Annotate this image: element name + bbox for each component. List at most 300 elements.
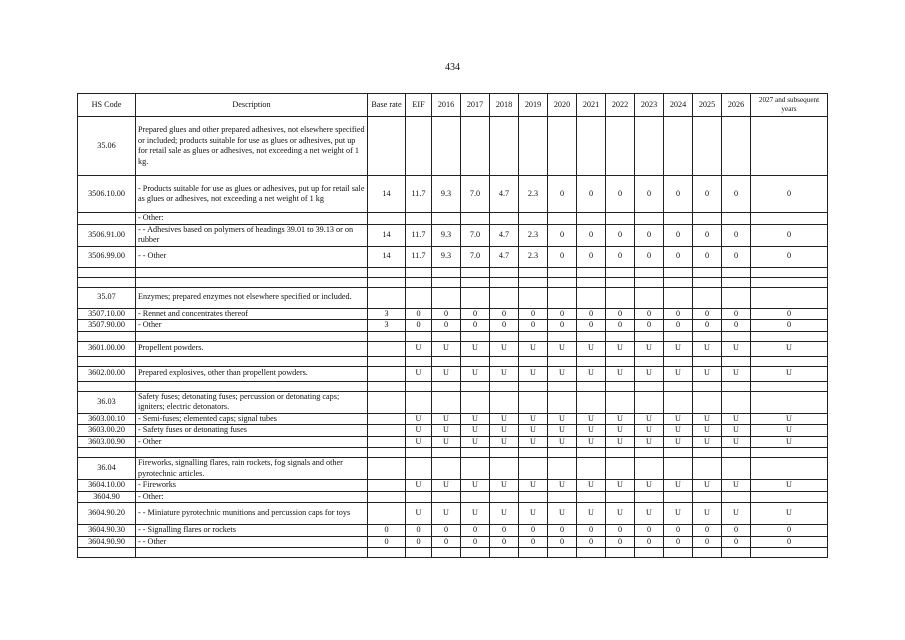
- rate-cell: 0: [606, 224, 635, 246]
- rate-cell: 0: [664, 176, 693, 213]
- rate-cell: U: [432, 503, 461, 525]
- table-row: [78, 413, 828, 425]
- rate-cell: [461, 448, 490, 458]
- rate-cell: [519, 491, 548, 503]
- column-header: 2024: [664, 94, 693, 117]
- rate-cell: [606, 391, 635, 413]
- rate-cell: [432, 213, 461, 225]
- rate-cell: 0: [635, 224, 664, 246]
- description-cell: - - Other: [136, 536, 368, 548]
- rate-cell: U: [461, 436, 490, 448]
- rate-cell: 9.3: [432, 246, 461, 267]
- table-row: [78, 320, 828, 332]
- rate-cell: 0: [693, 536, 722, 548]
- rate-cell: U: [751, 503, 828, 525]
- rate-cell: 7.0: [461, 224, 490, 246]
- rate-cell: U: [406, 480, 432, 492]
- rate-cell: [519, 548, 548, 558]
- rate-cell: [368, 391, 406, 413]
- hs-code-cell: 3604.90.30: [78, 525, 136, 537]
- rate-cell: 0: [751, 525, 828, 537]
- rate-cell: [577, 391, 606, 413]
- rate-cell: 0: [664, 525, 693, 537]
- rate-cell: 0: [606, 246, 635, 267]
- rate-cell: [548, 381, 577, 391]
- rate-cell: 0: [664, 246, 693, 267]
- rate-cell: U: [577, 480, 606, 492]
- hs-code-cell: [78, 277, 136, 287]
- rate-cell: U: [490, 436, 519, 448]
- description-cell: - Other:: [136, 213, 368, 225]
- rate-cell: [461, 356, 490, 366]
- rate-cell: U: [635, 366, 664, 381]
- rate-cell: [490, 277, 519, 287]
- hs-code-cell: 3604.90.90: [78, 536, 136, 548]
- rate-cell: [490, 448, 519, 458]
- table-row: [78, 246, 828, 267]
- rate-cell: [577, 267, 606, 277]
- rate-cell: U: [406, 413, 432, 425]
- table-row: [78, 391, 828, 413]
- rate-cell: 0: [693, 176, 722, 213]
- rate-cell: [664, 548, 693, 558]
- rate-cell: 11.7: [406, 176, 432, 213]
- description-cell: [136, 381, 368, 391]
- rate-cell: [606, 448, 635, 458]
- column-header: 2019: [519, 94, 548, 117]
- table-row: [78, 308, 828, 320]
- rate-cell: 0: [577, 224, 606, 246]
- rate-cell: 0: [693, 320, 722, 332]
- rate-cell: [722, 331, 751, 341]
- rate-cell: [461, 277, 490, 287]
- rate-cell: [693, 548, 722, 558]
- rate-cell: [548, 267, 577, 277]
- rate-cell: [606, 117, 635, 176]
- rate-cell: 2.3: [519, 176, 548, 213]
- table-header: [78, 94, 828, 117]
- rate-cell: [693, 391, 722, 413]
- rate-cell: U: [490, 366, 519, 381]
- rate-cell: [548, 213, 577, 225]
- rate-cell: [519, 277, 548, 287]
- rate-cell: U: [606, 425, 635, 437]
- rate-cell: U: [693, 425, 722, 437]
- rate-cell: [406, 117, 432, 176]
- rate-cell: [606, 548, 635, 558]
- rate-cell: U: [664, 503, 693, 525]
- rate-cell: [606, 277, 635, 287]
- hs-code-cell: [78, 548, 136, 558]
- hs-code-cell: 3604.90.20: [78, 503, 136, 525]
- rate-cell: [635, 458, 664, 480]
- rate-cell: [751, 381, 828, 391]
- rate-cell: 4.7: [490, 246, 519, 267]
- rate-cell: U: [461, 413, 490, 425]
- hs-code-cell: [78, 213, 136, 225]
- rate-cell: [664, 491, 693, 503]
- table-row: [78, 331, 828, 341]
- rate-cell: 0: [548, 320, 577, 332]
- rate-cell: 0: [548, 246, 577, 267]
- rate-cell: [432, 381, 461, 391]
- rate-cell: [577, 491, 606, 503]
- description-cell: - Rennet and concentrates thereof: [136, 308, 368, 320]
- table-row: [78, 480, 828, 492]
- rate-cell: 0: [461, 308, 490, 320]
- rate-cell: U: [722, 413, 751, 425]
- rate-cell: [490, 391, 519, 413]
- rate-cell: [577, 381, 606, 391]
- description-cell: - - Miniature pyrotechnic munitions and percussion caps for toys: [136, 503, 368, 525]
- rate-cell: U: [490, 425, 519, 437]
- rate-cell: [664, 356, 693, 366]
- rate-cell: [368, 356, 406, 366]
- rate-cell: 0: [693, 308, 722, 320]
- column-header: 2016: [432, 94, 461, 117]
- rate-cell: U: [548, 480, 577, 492]
- rate-cell: U: [693, 413, 722, 425]
- rate-cell: 0: [519, 308, 548, 320]
- rate-cell: [548, 287, 577, 308]
- rate-cell: [490, 213, 519, 225]
- column-header: EIF: [406, 94, 432, 117]
- rate-cell: U: [693, 436, 722, 448]
- column-header: 2020: [548, 94, 577, 117]
- hs-code-cell: [78, 356, 136, 366]
- rate-cell: 0: [693, 224, 722, 246]
- description-cell: Safety fuses; detonating fuses; percussion or detonating caps; igniters; electric detonators.: [136, 391, 368, 413]
- table-row: [78, 341, 828, 356]
- rate-cell: [635, 277, 664, 287]
- rate-cell: 0: [722, 536, 751, 548]
- rate-cell: [368, 425, 406, 437]
- rate-cell: [722, 277, 751, 287]
- rate-cell: [722, 548, 751, 558]
- rate-cell: 0: [519, 536, 548, 548]
- rate-cell: [664, 117, 693, 176]
- table-row: [78, 381, 828, 391]
- rate-cell: U: [406, 341, 432, 356]
- hs-code-cell: 36.03: [78, 391, 136, 413]
- rate-cell: [548, 458, 577, 480]
- rate-cell: U: [722, 341, 751, 356]
- rate-cell: [461, 213, 490, 225]
- table-row: [78, 525, 828, 537]
- rate-cell: U: [722, 366, 751, 381]
- rate-cell: [606, 287, 635, 308]
- column-header: 2021: [577, 94, 606, 117]
- rate-cell: U: [635, 425, 664, 437]
- rate-cell: U: [664, 341, 693, 356]
- rate-cell: [722, 381, 751, 391]
- rate-cell: [722, 491, 751, 503]
- rate-cell: [722, 213, 751, 225]
- hs-code-cell: 3603.00.10: [78, 413, 136, 425]
- rate-cell: 14: [368, 176, 406, 213]
- rate-cell: U: [461, 480, 490, 492]
- description-cell: - - Adhesives based on polymers of headings 39.01 to 39.13 or on rubber: [136, 224, 368, 246]
- rate-cell: [635, 287, 664, 308]
- rate-cell: [693, 213, 722, 225]
- rate-cell: [693, 267, 722, 277]
- table-row: [78, 536, 828, 548]
- rate-cell: 0: [548, 308, 577, 320]
- rate-cell: [751, 458, 828, 480]
- description-cell: [136, 448, 368, 458]
- description-cell: - Other:: [136, 491, 368, 503]
- rate-cell: [664, 381, 693, 391]
- description-cell: Fireworks, signalling flares, rain rockets, fog signals and other pyrotechnic articles.: [136, 458, 368, 480]
- rate-cell: 0: [490, 525, 519, 537]
- rate-cell: 11.7: [406, 224, 432, 246]
- rate-cell: 0: [461, 536, 490, 548]
- rate-cell: U: [519, 503, 548, 525]
- rate-cell: U: [693, 503, 722, 525]
- column-header: Description: [136, 94, 368, 117]
- rate-cell: [368, 267, 406, 277]
- rate-cell: [635, 331, 664, 341]
- rate-cell: [577, 356, 606, 366]
- rate-cell: [432, 331, 461, 341]
- rate-cell: 0: [432, 536, 461, 548]
- rate-cell: 0: [722, 224, 751, 246]
- rate-cell: 0: [490, 320, 519, 332]
- rate-cell: 11.7: [406, 246, 432, 267]
- rate-cell: [606, 381, 635, 391]
- rate-cell: [693, 491, 722, 503]
- rate-cell: U: [577, 425, 606, 437]
- rate-cell: 4.7: [490, 224, 519, 246]
- table-row: [78, 224, 828, 246]
- hs-code-cell: 3604.90: [78, 491, 136, 503]
- rate-cell: 0: [751, 536, 828, 548]
- rate-cell: [406, 277, 432, 287]
- rate-cell: [664, 267, 693, 277]
- rate-cell: 0: [635, 176, 664, 213]
- rate-cell: 0: [664, 536, 693, 548]
- rate-cell: [368, 287, 406, 308]
- rate-cell: [368, 480, 406, 492]
- description-cell: [136, 331, 368, 341]
- table-row: [78, 458, 828, 480]
- table-row: [78, 503, 828, 525]
- rate-cell: [635, 356, 664, 366]
- rate-cell: 0: [577, 246, 606, 267]
- rate-cell: U: [664, 480, 693, 492]
- table-row: [78, 436, 828, 448]
- rate-cell: [368, 491, 406, 503]
- rate-cell: [461, 267, 490, 277]
- rate-cell: [548, 448, 577, 458]
- rate-cell: 0: [635, 308, 664, 320]
- tariff-schedule-table: [77, 93, 828, 558]
- rate-cell: [490, 491, 519, 503]
- rate-cell: U: [519, 413, 548, 425]
- rate-cell: U: [461, 425, 490, 437]
- rate-cell: 0: [519, 320, 548, 332]
- rate-cell: 7.0: [461, 246, 490, 267]
- hs-code-cell: [78, 448, 136, 458]
- column-header: 2025: [693, 94, 722, 117]
- rate-cell: [519, 213, 548, 225]
- rate-cell: U: [664, 366, 693, 381]
- rate-cell: [722, 117, 751, 176]
- rate-cell: U: [751, 480, 828, 492]
- hs-code-cell: [78, 331, 136, 341]
- rate-cell: U: [548, 341, 577, 356]
- rate-cell: 0: [635, 246, 664, 267]
- description-cell: - - Signalling flares or rockets: [136, 525, 368, 537]
- rate-cell: [432, 458, 461, 480]
- rate-cell: U: [490, 503, 519, 525]
- rate-cell: U: [606, 480, 635, 492]
- rate-cell: U: [490, 480, 519, 492]
- table-row: [78, 176, 828, 213]
- rate-cell: [751, 356, 828, 366]
- rate-cell: U: [577, 366, 606, 381]
- rate-cell: [432, 356, 461, 366]
- rate-cell: 0: [577, 525, 606, 537]
- rate-cell: U: [693, 480, 722, 492]
- page-number: 434: [445, 62, 460, 73]
- rate-cell: U: [406, 503, 432, 525]
- rate-cell: [490, 356, 519, 366]
- rate-cell: [406, 331, 432, 341]
- hs-code-cell: 3506.99.00: [78, 246, 136, 267]
- rate-cell: U: [693, 341, 722, 356]
- rate-cell: [548, 391, 577, 413]
- description-cell: [136, 356, 368, 366]
- rate-cell: U: [606, 366, 635, 381]
- rate-cell: [368, 277, 406, 287]
- rate-cell: [490, 548, 519, 558]
- rate-cell: [577, 331, 606, 341]
- rate-cell: [519, 331, 548, 341]
- rate-cell: [577, 213, 606, 225]
- rate-cell: 0: [751, 176, 828, 213]
- rate-cell: [548, 117, 577, 176]
- rate-cell: 0: [606, 308, 635, 320]
- description-cell: Propellent powders.: [136, 341, 368, 356]
- rate-cell: [406, 391, 432, 413]
- rate-cell: 0: [664, 224, 693, 246]
- rate-cell: [432, 287, 461, 308]
- rate-cell: [519, 458, 548, 480]
- rate-cell: [461, 491, 490, 503]
- table-row: [78, 548, 828, 558]
- rate-cell: 0: [519, 525, 548, 537]
- rate-cell: U: [461, 503, 490, 525]
- table-row: [78, 287, 828, 308]
- rate-cell: [519, 287, 548, 308]
- rate-cell: [635, 491, 664, 503]
- rate-cell: 3: [368, 308, 406, 320]
- rate-cell: [432, 491, 461, 503]
- rate-cell: [635, 213, 664, 225]
- rate-cell: [432, 548, 461, 558]
- rate-cell: 0: [606, 176, 635, 213]
- rate-cell: 0: [577, 320, 606, 332]
- rate-cell: U: [577, 503, 606, 525]
- rate-cell: 0: [577, 308, 606, 320]
- table-row: [78, 267, 828, 277]
- rate-cell: [432, 277, 461, 287]
- rate-cell: U: [664, 436, 693, 448]
- rate-cell: [664, 448, 693, 458]
- rate-cell: 14: [368, 246, 406, 267]
- header-row: [78, 94, 828, 117]
- rate-cell: [368, 366, 406, 381]
- rate-cell: 0: [722, 320, 751, 332]
- rate-cell: U: [722, 436, 751, 448]
- rate-cell: [368, 341, 406, 356]
- rate-cell: [368, 503, 406, 525]
- rate-cell: 0: [693, 246, 722, 267]
- rate-cell: 0: [368, 525, 406, 537]
- rate-cell: [577, 548, 606, 558]
- rate-cell: 0: [722, 176, 751, 213]
- description-cell: - Fireworks: [136, 480, 368, 492]
- rate-cell: [368, 436, 406, 448]
- hs-code-cell: 3506.91.00: [78, 224, 136, 246]
- rate-cell: 0: [751, 320, 828, 332]
- rate-cell: U: [432, 436, 461, 448]
- rate-cell: [635, 267, 664, 277]
- rate-cell: U: [577, 413, 606, 425]
- rate-cell: [751, 287, 828, 308]
- rate-cell: [577, 448, 606, 458]
- rate-cell: [664, 287, 693, 308]
- rate-cell: [751, 491, 828, 503]
- rate-cell: 0: [664, 320, 693, 332]
- rate-cell: U: [432, 341, 461, 356]
- rate-cell: [461, 381, 490, 391]
- rate-cell: [693, 287, 722, 308]
- rate-cell: [368, 448, 406, 458]
- description-cell: - Products suitable for use as glues or adhesives, put up for retail sale as glues or adhesives, not exceeding a net weight of 1 kg: [136, 176, 368, 213]
- rate-cell: [722, 391, 751, 413]
- rate-cell: U: [406, 366, 432, 381]
- rate-cell: U: [490, 341, 519, 356]
- rate-cell: 0: [548, 176, 577, 213]
- rate-cell: 0: [548, 536, 577, 548]
- rate-cell: [519, 448, 548, 458]
- rate-cell: [722, 458, 751, 480]
- rate-cell: [406, 491, 432, 503]
- table-row: [78, 277, 828, 287]
- rate-cell: 0: [490, 308, 519, 320]
- description-cell: - - Other: [136, 246, 368, 267]
- rate-cell: U: [432, 480, 461, 492]
- rate-cell: [693, 331, 722, 341]
- rate-cell: [635, 548, 664, 558]
- rate-cell: U: [606, 503, 635, 525]
- rate-cell: [722, 287, 751, 308]
- rate-cell: [406, 548, 432, 558]
- rate-cell: [548, 491, 577, 503]
- rate-cell: 0: [751, 246, 828, 267]
- rate-cell: [406, 356, 432, 366]
- rate-cell: [432, 117, 461, 176]
- rate-cell: [664, 213, 693, 225]
- rate-cell: [606, 458, 635, 480]
- rate-cell: [548, 548, 577, 558]
- column-header: 2027 and subsequent years: [751, 94, 828, 117]
- rate-cell: [461, 331, 490, 341]
- rate-cell: U: [751, 425, 828, 437]
- rate-cell: U: [519, 425, 548, 437]
